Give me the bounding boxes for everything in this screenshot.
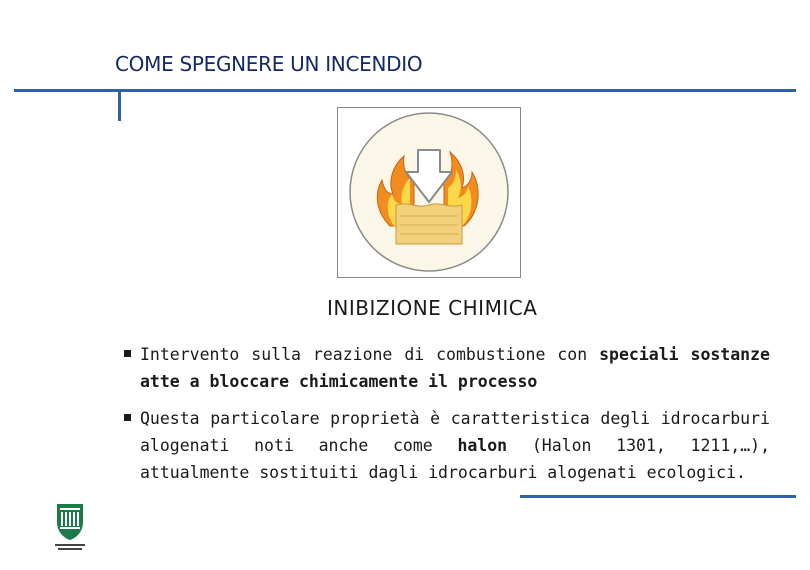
bullet-text: (Halon 1301, 1211,…), attualmente sostituiti dagli idrocarburi alogenati ecologici. [140,436,771,482]
bullet-emphasis: halon [457,436,508,455]
divider-tick [118,91,121,121]
slide-title: COME SPEGNERE UN INCENDIO [115,52,423,76]
bullet-item [124,341,770,395]
square-bullet-icon [124,414,131,421]
square-bullet-icon [124,350,131,357]
bullet-emphasis: speciali sostanze atte a bloccare chimicamente il processo [140,345,770,391]
fire-with-down-arrow-icon [338,108,520,277]
bottom-divider [520,495,796,498]
figure-frame [337,107,521,278]
bullet-item [124,405,770,486]
bullet-text: Intervento sulla reazione di combustione con [140,345,600,364]
bullet-text: Questa particolare proprietà è caratteristica degli idrocarburi alogenati noti anche come [140,409,770,455]
top-divider [14,89,796,92]
university-logo-icon [52,500,88,552]
bullet-list [124,341,770,486]
figure-caption: INIBIZIONE CHIMICA [327,296,538,320]
